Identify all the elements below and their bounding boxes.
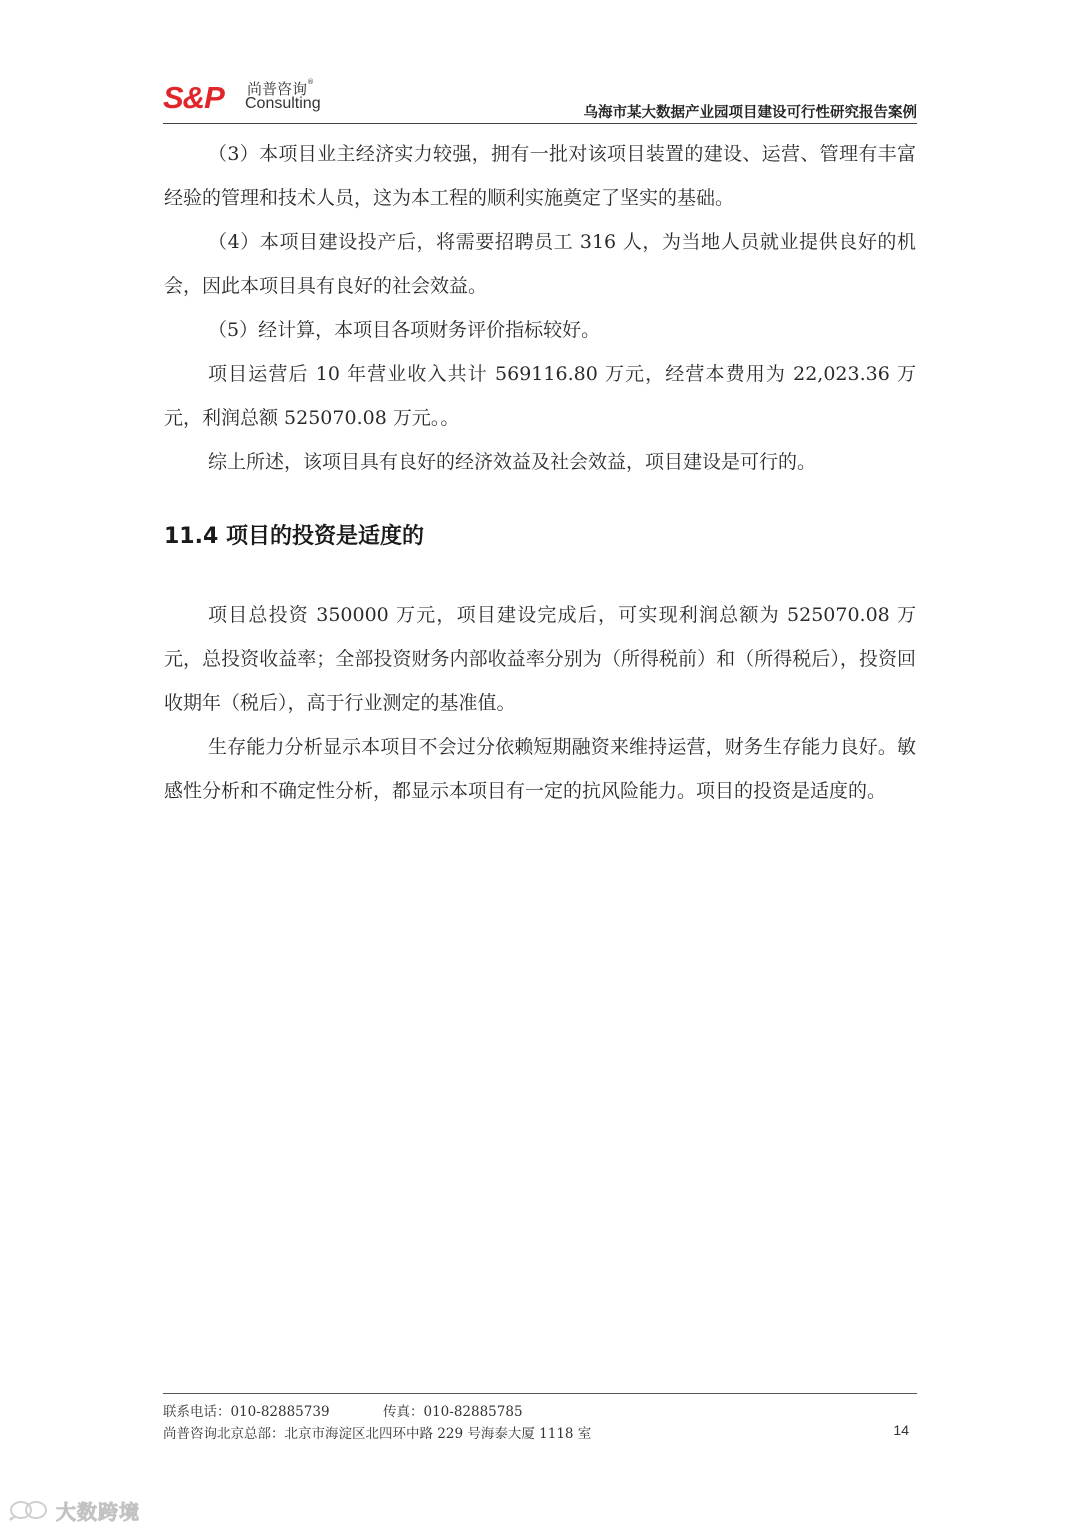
registered-mark: ® (307, 78, 315, 86)
paragraph-employment: （4）本项目建设投产后，将需要招聘员工 316 人，为当地人员就业提供良好的机会，因此本项目具有良好的社会效益。 (164, 231, 916, 297)
paragraph-revenue: 项目运营后 10 年营业收入共计 569116.80 万元，经营本费用为 22,023.36 万元，利润总额 525070.08 万元。。 (164, 363, 916, 429)
footer-fax: 传真：010-82885785 (383, 1404, 523, 1420)
paragraph-total-investment: 项目总投资 350000 万元，项目建设完成后，可实现利润总额为 525070.08 万元，总投资收益率；全部投资财务内部收益率分别为（所得税前）和（所得税后），投资回收期年（税后），高于行业测定的基准值。 (164, 604, 916, 714)
page-header (163, 76, 917, 124)
logo-english-name: Consulting (245, 95, 321, 112)
page-footer (163, 1393, 917, 1444)
paragraph-financial-indicators: （5）经计算，本项目各项财务评价指标较好。 (208, 319, 601, 341)
page-number: 14 (893, 1422, 909, 1438)
footer-address-line (163, 1422, 917, 1444)
section-heading: 11.4 项目的投资是适度的 (164, 524, 424, 549)
watermark-text: 大数跨境 (56, 1499, 140, 1524)
logo-sp-mark: S&P (163, 80, 224, 115)
logo-cn-text: 尚普咨询 (247, 80, 308, 98)
footer-address: 尚普咨询北京总部：北京市海淀区北四环中路 229 号海泰大厦 1118 室 (163, 1426, 592, 1442)
paragraph-viability-analysis: 生存能力分析显示本项目不会过分依赖短期融资来维持运营，财务生存能力良好。敏感性分析和不确定性分析，都显示本项目有一定的抗风险能力。项目的投资是适度的。 (164, 736, 916, 802)
footer-contact-line (163, 1400, 917, 1422)
footer-phone: 联系电话：010-82885739 (163, 1404, 330, 1420)
watermark (8, 1496, 140, 1524)
paragraph-owner-strength: （3）本项目业主经济实力较强，拥有一批对该项目装置的建设、运营、管理有丰富经验的管理和技术人员，这为本工程的顺利实施奠定了坚实的基础。 (164, 143, 916, 209)
chat-bubbles-icon (8, 1499, 50, 1521)
paragraph-conclusion: 综上所述，该项目具有良好的经济效益及社会效益，项目建设是可行的。 (208, 451, 817, 473)
document-title: 乌海市某大数据产业园项目建设可行性研究报告案例 (583, 105, 917, 121)
